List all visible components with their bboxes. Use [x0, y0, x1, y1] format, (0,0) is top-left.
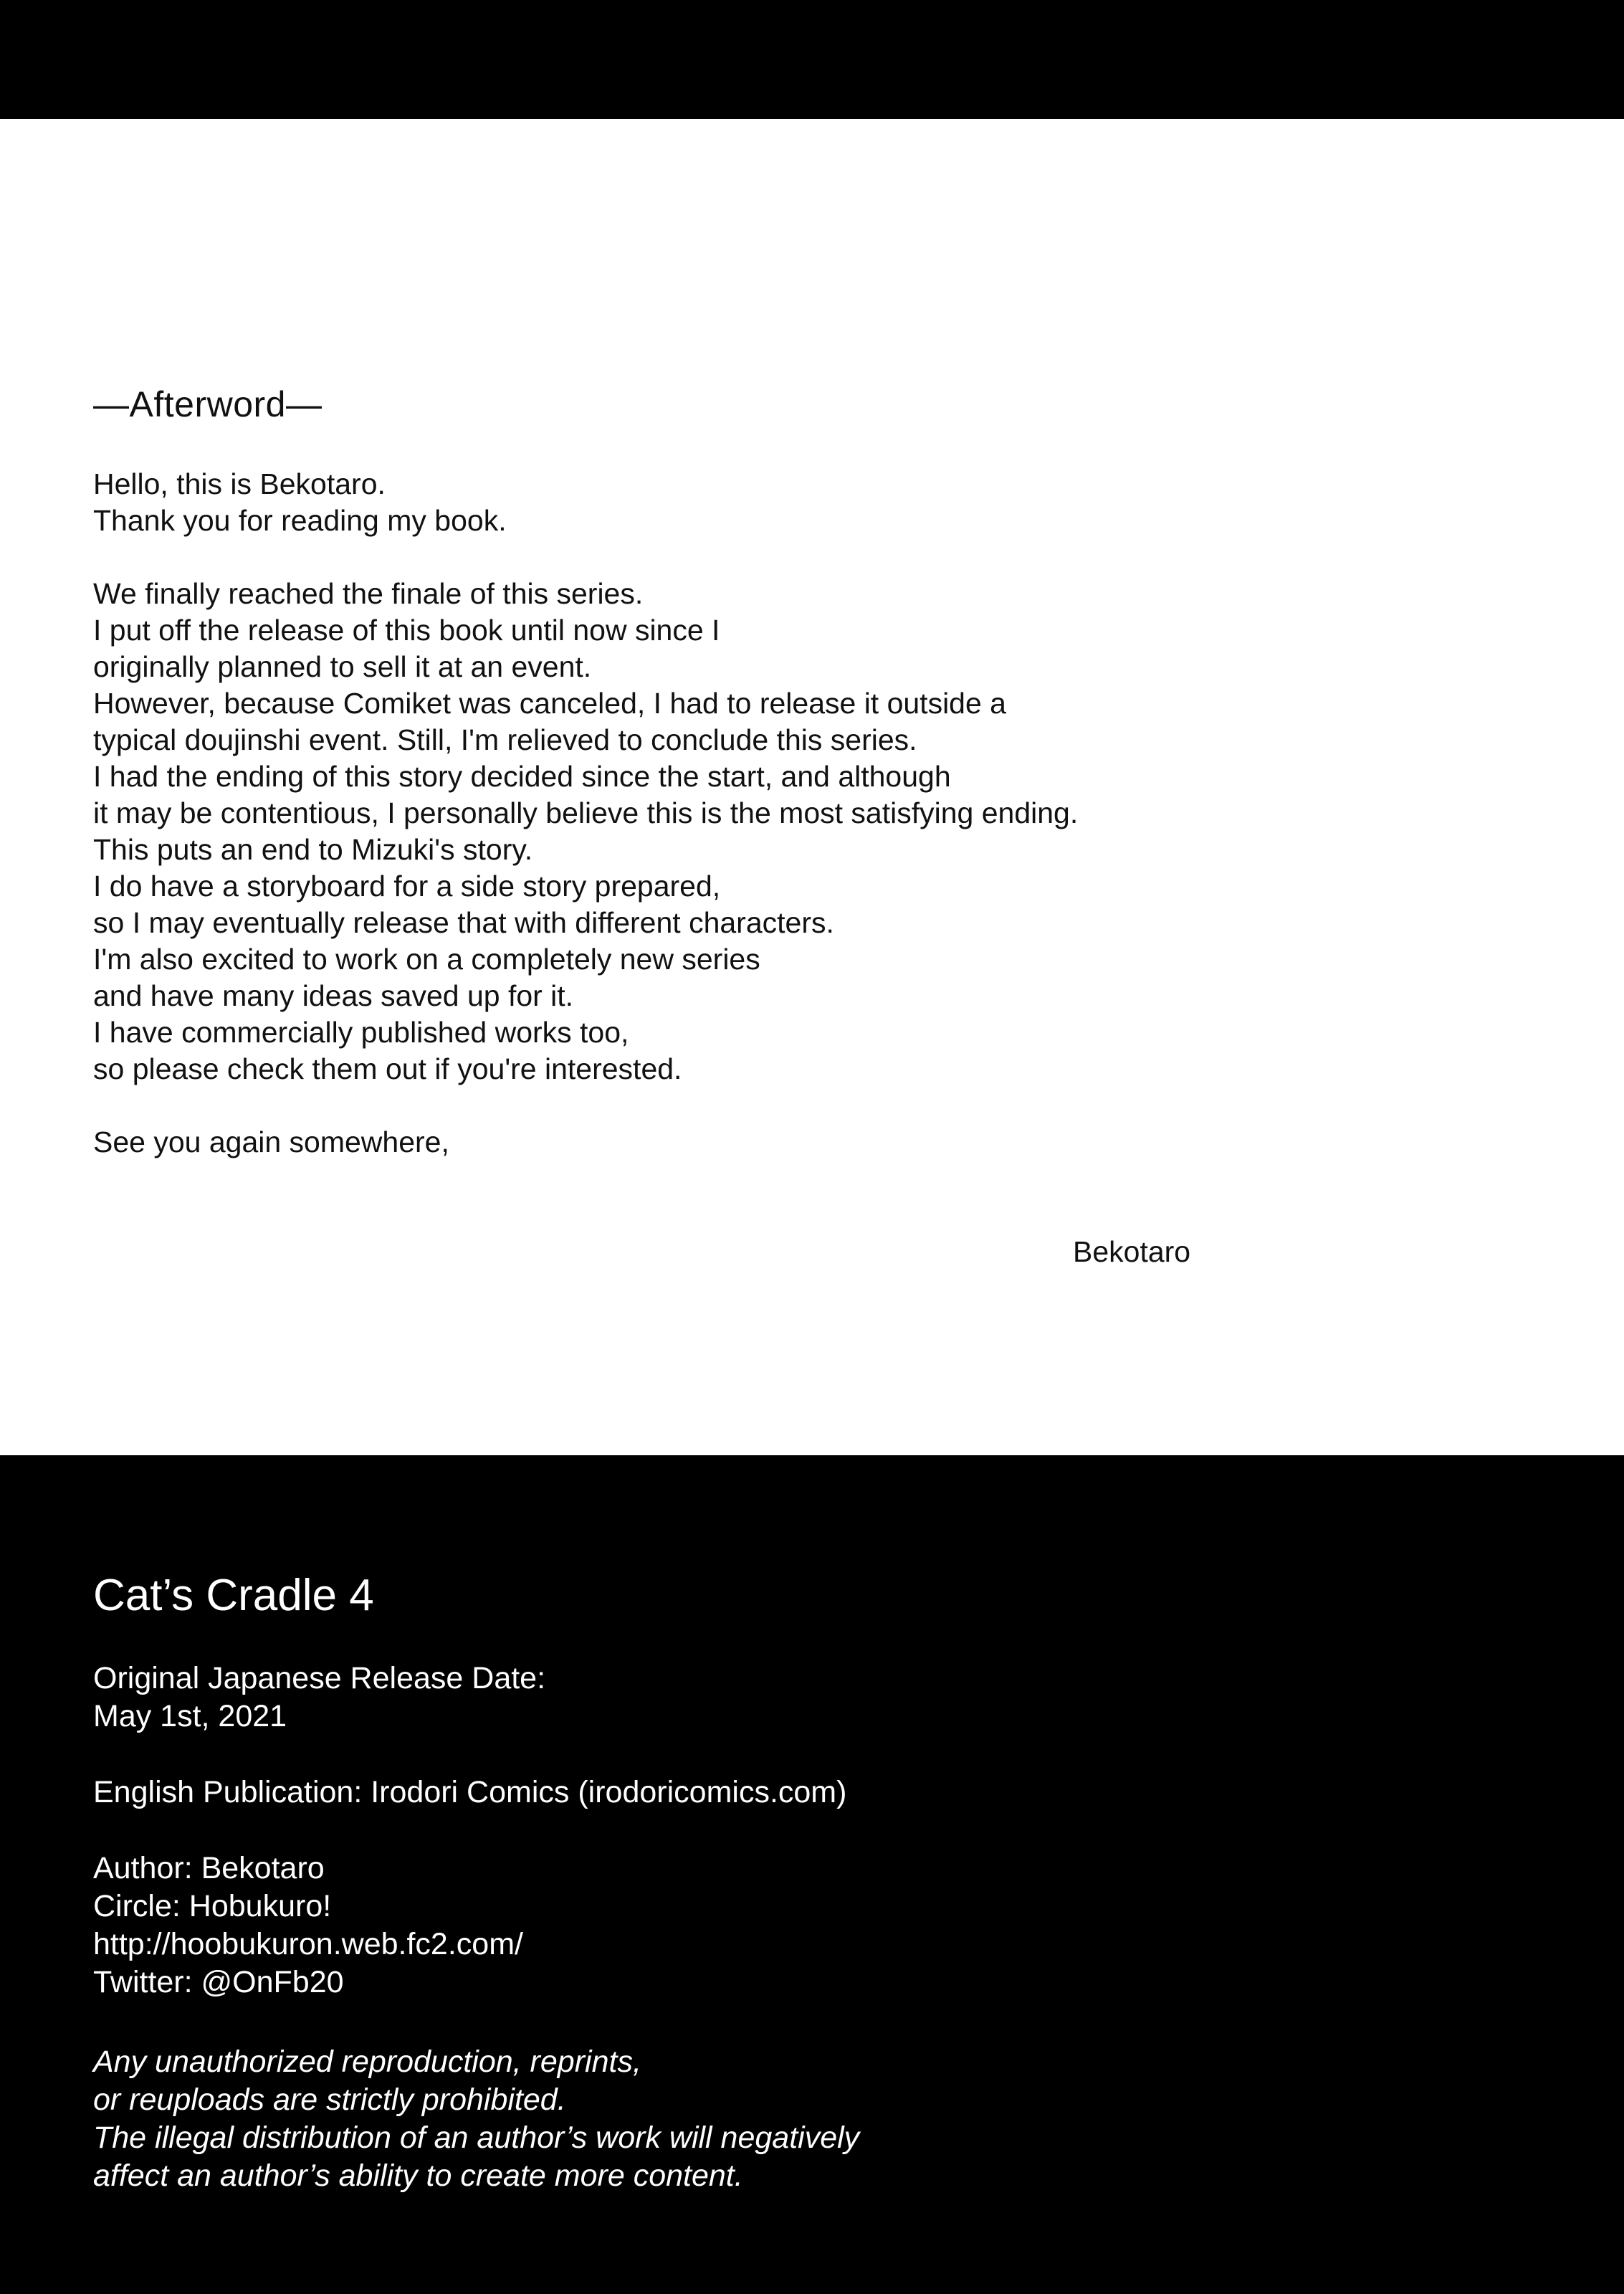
paragraph-line: I put off the release of this book until now since I [93, 614, 720, 647]
paragraph-line: I'm also excited to work on a completely new series [93, 943, 760, 976]
notice-line: Any unauthorized reproduction, reprints, [93, 2045, 641, 2079]
credits-gap [93, 1812, 1383, 1850]
credits-info [93, 1660, 1383, 2002]
paragraph-line: it may be contentious, I personally believe this is the most satisfying ending. [93, 796, 1079, 829]
paragraph-line: so I may eventually release that with different characters. [93, 906, 834, 939]
notice-line: affect an author’s ability to create more content. [93, 2159, 743, 2193]
notice-line: or reuploads are strictly prohibited. [93, 2083, 566, 2117]
paragraph-line: so please check them out if you're interested. [93, 1052, 682, 1085]
circle-info: Circle: Hobukuro! [93, 1889, 332, 1923]
greeting-line: Thank you for reading my book. [93, 504, 507, 537]
paragraph-line: and have many ideas saved up for it. [93, 979, 574, 1012]
afterword-body [93, 466, 1383, 1161]
author-info: Author: Bekotaro [93, 1851, 325, 1885]
copyright-notice [93, 2043, 1383, 2195]
author-signature: Bekotaro [1073, 1235, 1191, 1268]
credits-gap [93, 1736, 1383, 1774]
paragraph-line: We finally reached the finale of this series. [93, 577, 644, 610]
paragraph-line: originally planned to sell it at an event. [93, 650, 592, 683]
greeting-line: Hello, this is Bekotaro. [93, 467, 386, 500]
paragraph-line: typical doujinshi event. Still, I'm relieved to conclude this series. [93, 723, 917, 756]
twitter-info: Twitter: @OnFb20 [93, 1965, 344, 1999]
paragraph-line: However, because Comiket was canceled, I had to release it outside a [93, 687, 1006, 720]
release-label: Original Japanese Release Date: [93, 1661, 546, 1695]
book-title: Cat’s Cradle 4 [93, 1571, 374, 1620]
paragraph-gap [93, 1087, 1383, 1124]
paragraph-line: This puts an end to Mizuki's story. [93, 833, 533, 866]
paragraph-line: I had the ending of this story decided since the start, and although [93, 760, 951, 793]
paragraph-line: I have commercially published works too, [93, 1016, 629, 1049]
publication-info: English Publication: Irodori Comics (irodoricomics.com) [93, 1775, 847, 1809]
notice-line: The illegal distribution of an author’s work will negatively [93, 2121, 860, 2155]
paragraph-gap [93, 539, 1383, 576]
closing-line: See you again somewhere, [93, 1125, 449, 1158]
circle-url: http://hoobukuron.web.fc2.com/ [93, 1927, 523, 1961]
paragraph-line: I do have a storyboard for a side story prepared, [93, 870, 721, 903]
afterword-heading: —Afterword— [93, 384, 323, 424]
top-black-bar [0, 0, 1624, 119]
release-date: May 1st, 2021 [93, 1699, 287, 1733]
